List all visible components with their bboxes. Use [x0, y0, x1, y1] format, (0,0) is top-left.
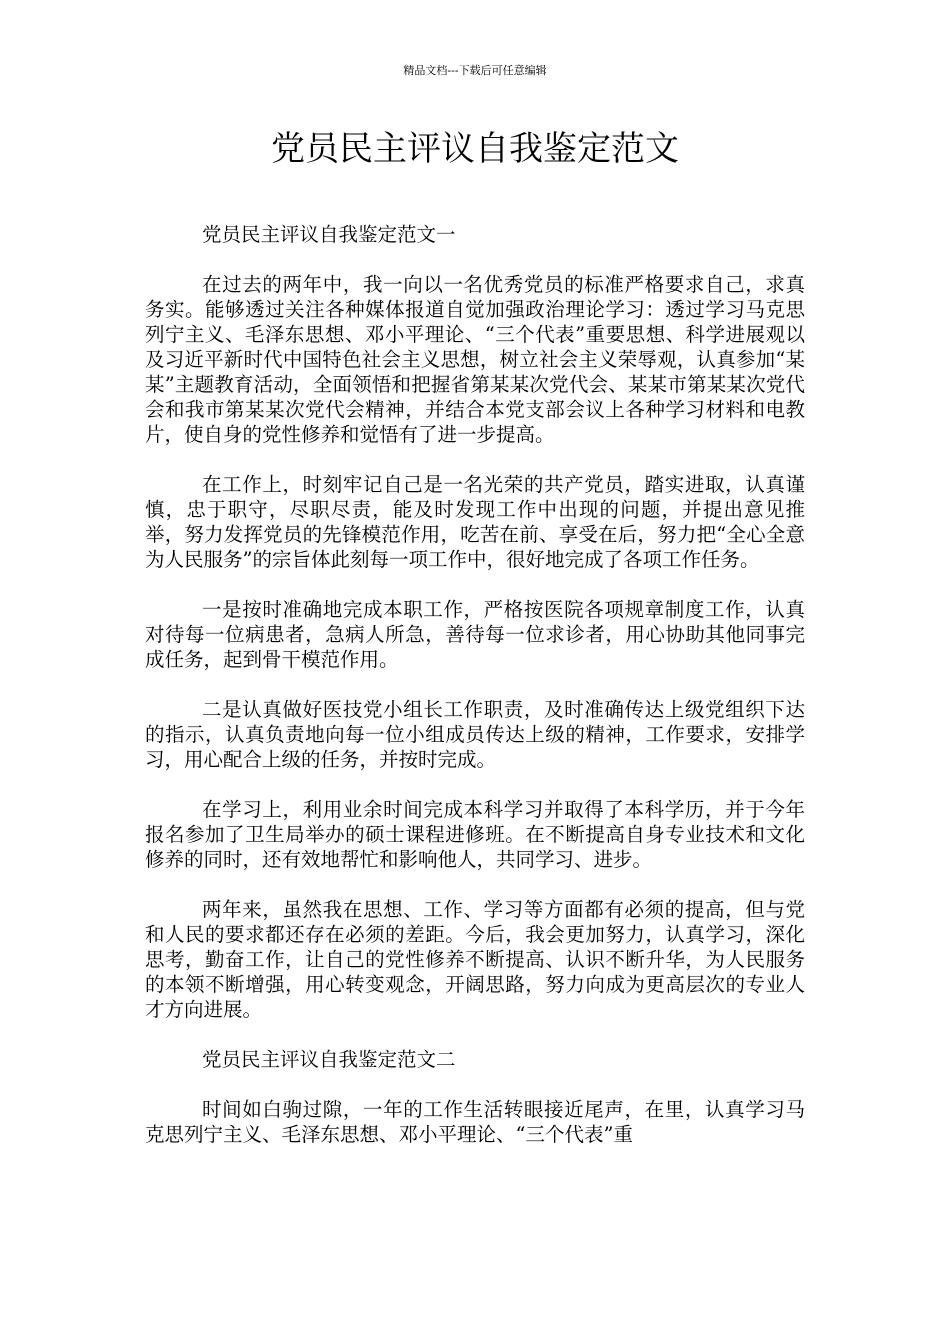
paragraph: 在学习上，利用业余时间完成本科学习并取得了本科学历，并于今年报名参加了卫生局举办的硕士课程进修班。在不断提高自身专业技术和文化修养的同时，还有效地帮忙和影响他人，共同学习、进步。: [145, 798, 805, 871]
document-body: [145, 222, 805, 1172]
paragraph: 两年来，虽然我在思想、工作、学习等方面都有必须的提高，但与党和人民的要求都还存在必须的差距。今后，我会更加努力，认真学习，深化思考，勤奋工作，让自己的党性修养不断提高、认识不断升华，为人民服务的本领不断增强，用心转变观念，开阔思路，努力向成为更高层次的专业人才方向进展。: [145, 898, 805, 1021]
document-title: 党员民主评议自我鉴定范文: [271, 129, 679, 169]
paragraph: 在过去的两年中，我一向以一名优秀党员的标准严格要求自己，求真务实。能够透过关注各种媒体报道自觉加强政治理论学习：透过学习马克思列宁主义、毛泽东思想、邓小平理论、“三个代表”重要思想、科学进展观以及习近平新时代中国特色社会主义思想，树立社会主义荣辱观，认真参加“某某”主题教育活动，全面领悟和把握省第某某次党代会、某某市第某某次党代会和我市第某某次党代会精神，并结合本党支部会议上各种学习材料和电教片，使自身的党性修养和觉悟有了进一步提高。: [145, 273, 805, 446]
paragraph: 在工作上，时刻牢记自己是一名光荣的共产党员，踏实进取，认真谨慎，忠于职守，尽职尽责，能及时发现工作中出现的问题，并提出意见推举，努力发挥党员的先锋模范作用，吃苦在前、享受在后，努力把“全心全意为人民服务”的宗旨体此刻每一项工作中，很好地完成了各项工作任务。: [145, 473, 805, 571]
section-heading: 党员民主评议自我鉴定范文一: [202, 223, 456, 246]
paragraph: 时间如白驹过隙，一年的工作生活转眼接近尾声，在里，认真学习马克思列宁主义、毛泽东思想、邓小平理论、“三个代表”重: [145, 1098, 805, 1146]
paragraph: 一是按时准确地完成本职工作，严格按医院各项规章制度工作，认真对待每一位病患者，急病人所急，善待每一位求诊者，用心协助其他同事完成任务，起到骨干模范作用。: [145, 598, 805, 671]
paragraph: 二是认真做好医技党小组长工作职责，及时准确传达上级党组织下达的指示，认真负责地向每一位小组成员传达上级的精神，工作要求，安排学习，用心配合上级的任务，并按时完成。: [145, 698, 805, 771]
section-heading: 党员民主评议自我鉴定范文二: [202, 1048, 456, 1071]
header-note: 精品文档---下载后可任意编辑: [403, 64, 547, 77]
